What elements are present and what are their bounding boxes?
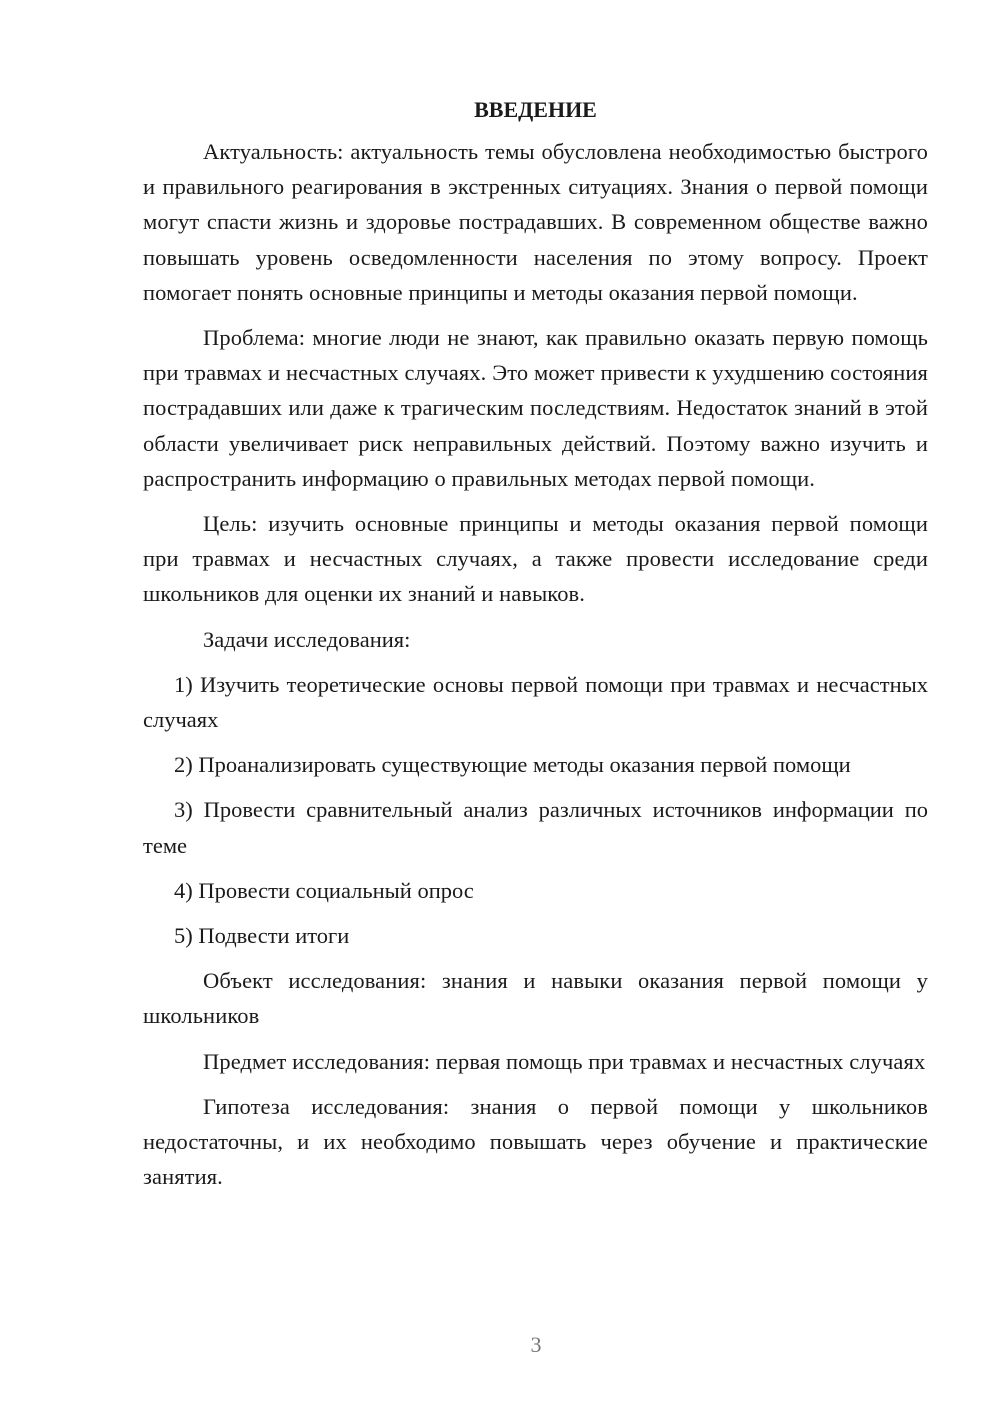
task-item-1: 1) Изучить теоретические основы первой помощи при травмах и несчастных случаях <box>143 671 928 733</box>
document-page <box>143 92 928 1204</box>
problem-paragraph: Проблема: многие люди не знают, как правильно оказать первую помощь при травмах и несчастных случаях. Это может привести к ухудшению состояния пострадавших или даже к трагическим последствиям. Недостаток знаний в этой области увеличивает риск неправильных действий. Поэтому важно изучить и распространить информацию о правильных методах первой помощи. <box>143 325 928 491</box>
task-item-3: 3) Провести сравнительный анализ различных источников информации по теме <box>143 797 928 858</box>
page-title: ВВЕДЕНИЕ <box>474 97 597 122</box>
hypothesis-paragraph: Гипотеза исследования: знания о первой помощи у школьников недостаточны, и их необходимо повышать через обучение и практические занятия. <box>143 1093 928 1190</box>
relevance-paragraph: Актуальность: актуальность темы обусловлена необходимостью быстрого и правильного реагирования в экстренных ситуациях. Знания о первой помощи могут спасти жизнь и здоровье пострадавших. В современном обществе важно повышать уровень осведомленности населения по этому вопросу. Проект помогает понять основные принципы и методы оказания первой помощи. <box>143 139 928 305</box>
page-number: 3 <box>530 1332 542 1357</box>
task-item-2: 2) Проанализировать существующие методы оказания первой помощи <box>174 752 851 778</box>
goal-paragraph: Цель: изучить основные принципы и методы оказания первой помощи при травмах и несчастных случаях, а также провести исследование среди школьников для оценки их знаний и навыков. <box>143 511 928 607</box>
tasks-heading: Задачи исследования: <box>203 626 411 652</box>
subject-paragraph: Предмет исследования: первая помощь при травмах и несчастных случаях <box>203 1048 926 1074</box>
task-item-4: 4) Провести социальный опрос <box>174 877 474 903</box>
task-item-5: 5) Подвести итоги <box>174 923 350 949</box>
object-paragraph: Объект исследования: знания и навыки оказания первой помощи у школьников <box>143 968 928 1029</box>
